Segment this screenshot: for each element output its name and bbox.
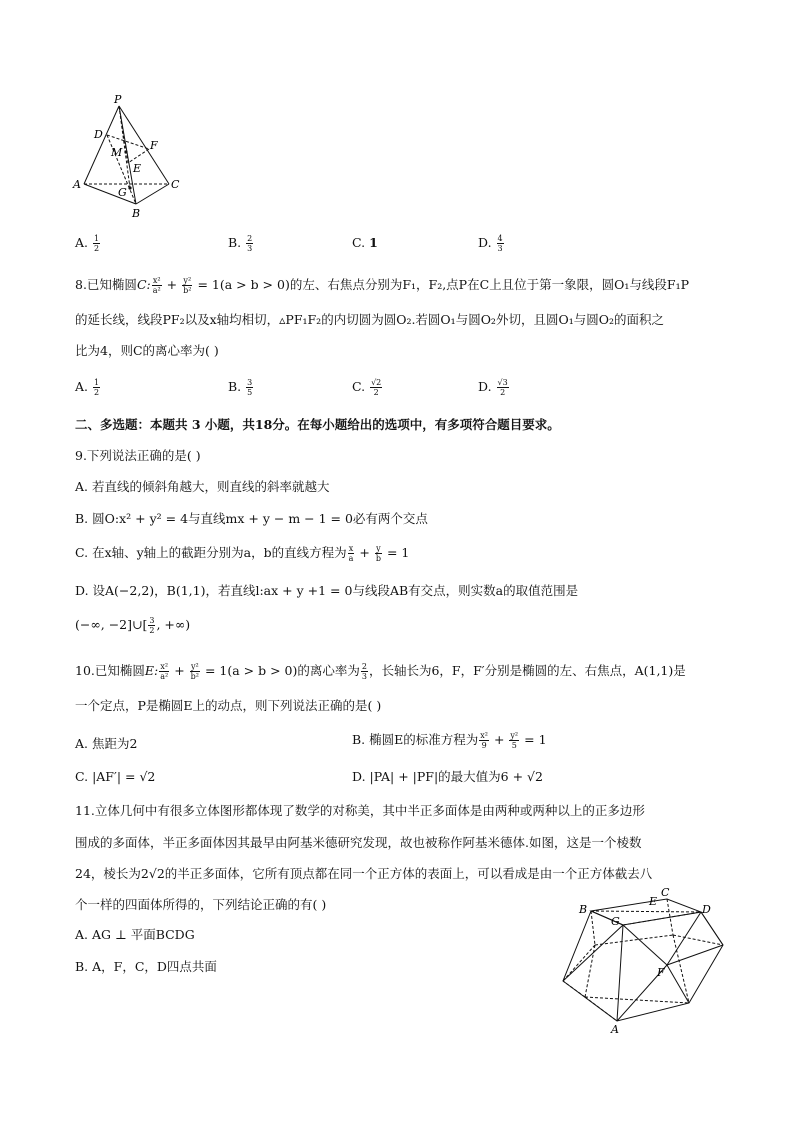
q10-option-d: D. |PA| + |PF|的最大值为6 + √2 <box>352 769 543 784</box>
q9-option-a: A. 若直线的倾斜角越大，则直线的斜率就越大 <box>75 479 330 494</box>
label-B: B <box>132 207 141 220</box>
label-M: M <box>111 146 123 159</box>
q10-option-b: B. 椭圆E的标准方程为 $\frac{\text{x²}}{9}$ + $\frac{\text{y²}}{5}$ = 1 <box>352 731 547 750</box>
q8-option-c: C. $\frac{√2}{2}$ <box>352 378 382 397</box>
q10-line-1: 10.已知椭圆E: $\frac{\text{x²}}{\text{a²}}$ + $\frac{\text{y²}}{\text{b²}}$ = 1(a > b > 0)的离心率为 $\frac{2}{3}$ ，长轴长为6，F，F′分别是椭圆的左、右焦点，A(1,1)是 <box>75 662 686 681</box>
q11-option-b: B. A，F，C，D四点共面 <box>75 959 217 974</box>
q8-option-a: A. $\frac{1}{2}$ <box>75 378 100 397</box>
label-A: A <box>611 1023 619 1035</box>
label-E: E <box>649 895 658 908</box>
q9-stem: 9.下列说法正确的是( ) <box>75 448 201 463</box>
label-G: G <box>118 186 127 199</box>
q10-option-a: A. 焦距为2 <box>75 736 138 751</box>
label-D: D <box>702 903 711 916</box>
q9-option-c: C. 在x轴、y轴上的截距分别为a，b的直线方程为 $\frac{x}{a}$ + $\frac{y}{b}$ = 1 <box>75 544 410 563</box>
q9-option-d: D. 设A(−2,2)，B(1,1)，若直线l:ax + y +1 = 0与线段AB有交点，则实数a的取值范围是 <box>75 583 579 598</box>
q9-option-d-range: (−∞, −2]∪[ $\frac{3}{2}$ , +∞) <box>75 616 191 635</box>
label-G: G <box>611 915 620 928</box>
q11-option-a: A. AG ⊥ 平面BCDG <box>75 927 195 942</box>
q7-option-b: B. $\frac{2}{3}$ <box>228 234 253 253</box>
polyhedron-figure <box>555 885 740 1035</box>
label-B: B <box>579 903 588 916</box>
q8-line-1: 8.已知椭圆C: $\frac{\text{x²}}{\text{a²}}$ + $\frac{\text{y²}}{\text{b²}}$ = 1(a > b > 0)的左、右焦点分别为F₁，F₂,点P在C上且位于第一象限，圆O₁与线段F₁P <box>75 276 690 295</box>
q9-option-b: B. 圆O:x² + y² = 4与直线mx + y − m − 1 = 0必有两个交点 <box>75 511 428 526</box>
q10-option-c: C. |AF′| = √2 <box>75 769 156 784</box>
q7-option-d: D. $\frac{4}{3}$ <box>478 234 503 253</box>
label-F: F <box>657 966 665 979</box>
q8-option-d: D. $\frac{√3}{2}$ <box>478 378 508 397</box>
label-D: D <box>94 128 103 141</box>
label-E: E <box>133 162 142 175</box>
q7-option-c: C. 1 <box>352 235 378 250</box>
q11-line-2: 围成的多面体，半正多面体因其最早由阿基米德研究发现，故也被称作阿基米德体.如图，这是一个棱数 <box>75 835 642 850</box>
label-F: F <box>150 139 158 152</box>
label-A: A <box>73 178 81 191</box>
q10-line-2: 一个定点，P是椭圆E上的动点，则下列说法正确的是( ) <box>75 698 382 713</box>
q7-option-a: A. $\frac{1}{2}$ <box>75 234 100 253</box>
label-C: C <box>661 886 670 899</box>
q8-line-2: 的延长线，线段PF₂以及x轴均相切，▵PF₁F₂的内切圆为圆O₂.若圆O₁与圆O₂外切，且圆O₁与圆O₂的面积之 <box>75 312 664 327</box>
label-C: C <box>171 178 180 191</box>
tetrahedron-figure <box>70 92 190 222</box>
q11-line-4: 个一样的四面体所得的，下列结论正确的有( ) <box>75 897 327 912</box>
q11-line-3: 24，棱长为2√2的半正多面体，它所有顶点都在同一个正方体的表面上，可以看成是由一个正方体截去八 <box>75 866 653 881</box>
label-P: P <box>114 93 122 106</box>
q8-line-3: 比为4，则C的离心率为( ) <box>75 343 219 358</box>
q8-option-b: B. $\frac{3}{5}$ <box>228 378 253 397</box>
section-heading: 二、多选题：本题共 3 小题，共18分。在每小题给出的选项中，有多项符合题目要求。 <box>75 417 560 432</box>
q11-line-1: 11.立体几何中有很多立体图形都体现了数学的对称美，其中半正多面体是由两种或两种以上的正多边形 <box>75 803 645 818</box>
